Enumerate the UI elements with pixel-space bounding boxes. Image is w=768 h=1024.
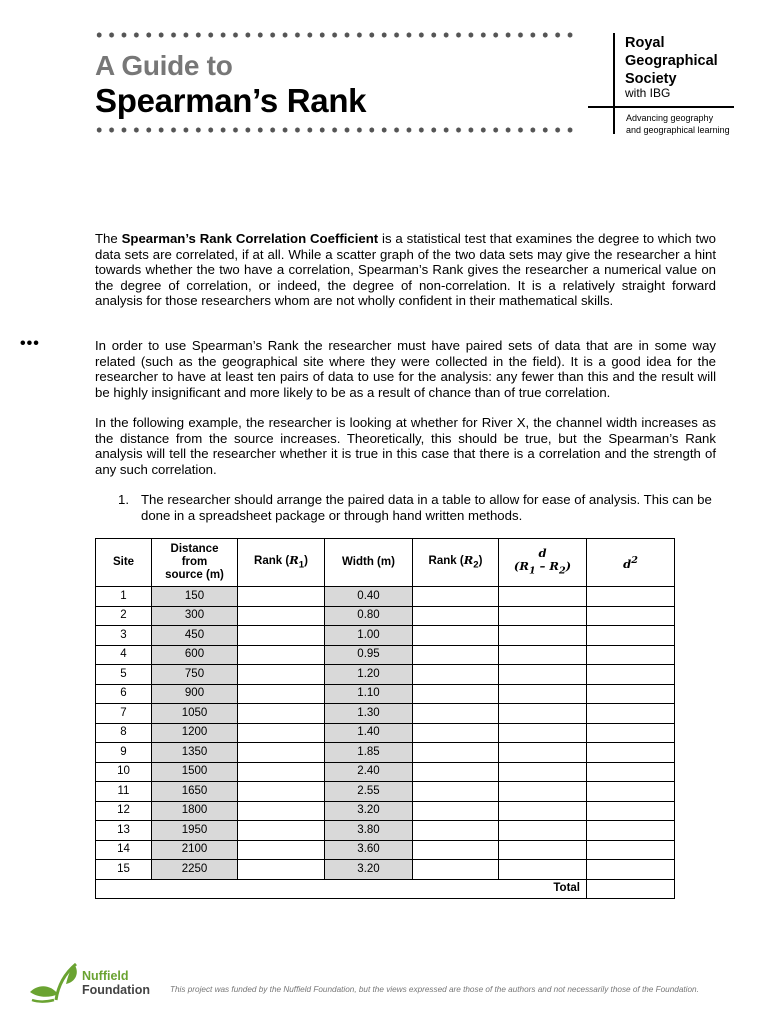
cell-rank-r1 <box>238 606 325 626</box>
cell-d <box>499 821 587 841</box>
cell-site: 1 <box>96 587 152 607</box>
cell-width: 2.40 <box>325 762 413 782</box>
cell-width: 2.55 <box>325 782 413 802</box>
math-var: R <box>549 559 559 574</box>
cell-distance: 900 <box>152 684 238 704</box>
table-row <box>96 743 675 763</box>
cell-width: 1.20 <box>325 665 413 685</box>
nuffield-foundation-logo <box>82 970 150 997</box>
cell-distance: 1500 <box>152 762 238 782</box>
logo-horizontal-line <box>588 106 734 108</box>
cell-distance: 1200 <box>152 723 238 743</box>
cell-d-squared <box>587 645 675 665</box>
table-row <box>96 645 675 665</box>
header-site: Site <box>96 539 152 587</box>
cell-rank-r2 <box>413 587 499 607</box>
header-rank-r2 <box>413 539 499 587</box>
cell-d <box>499 645 587 665</box>
math-sub: 1 <box>528 565 536 577</box>
header-text: ) <box>304 554 308 567</box>
foundation-word: Foundation <box>82 982 151 997</box>
cell-distance: 1950 <box>152 821 238 841</box>
cell-width: 3.20 <box>325 860 413 880</box>
header-distance <box>152 539 238 587</box>
cell-distance: 300 <box>152 606 238 626</box>
cell-site: 13 <box>96 821 152 841</box>
math-var: R <box>289 552 299 567</box>
cell-distance: 1650 <box>152 782 238 802</box>
cell-rank-r1 <box>238 704 325 724</box>
cell-distance: 750 <box>152 665 238 685</box>
cell-d-squared <box>587 684 675 704</box>
cell-distance: 1350 <box>152 743 238 763</box>
logo-name-line: Royal <box>625 35 665 51</box>
cell-rank-r2 <box>413 801 499 821</box>
math-var: R <box>519 559 529 574</box>
dotted-rule-bottom <box>93 126 575 134</box>
cell-width: 3.60 <box>325 840 413 860</box>
intro-paragraph-2: In order to use Spearman’s Rank the researcher must have paired sets of data that are in some way related (such as the geographical site where they were collected in the field). It is a good idea for the researcher to have at least ten pairs of data to use for the analysis: any fewer than this and the result will be highly insignificant and more likely to be as a result of chance than of true correlation. <box>95 338 716 400</box>
table-row <box>96 684 675 704</box>
cell-d-squared <box>587 782 675 802</box>
cell-d <box>499 587 587 607</box>
header-width: Width (m) <box>325 539 413 587</box>
logo-tagline-line: Advancing geography <box>626 113 714 123</box>
cell-site: 3 <box>96 626 152 646</box>
cell-rank-r2 <box>413 860 499 880</box>
cell-rank-r2 <box>413 821 499 841</box>
logo-name-line: Geographical <box>625 53 718 69</box>
cell-rank-r1 <box>238 645 325 665</box>
cell-rank-r2 <box>413 782 499 802</box>
cell-rank-r2 <box>413 704 499 724</box>
cell-rank-r1 <box>238 801 325 821</box>
cell-site: 11 <box>96 782 152 802</box>
cell-width: 1.30 <box>325 704 413 724</box>
logo-with-ibg: with IBG <box>625 86 671 100</box>
logo-name-line: Society <box>625 71 677 87</box>
cell-site: 4 <box>96 645 152 665</box>
logo-tagline <box>626 113 730 136</box>
math-var: R <box>463 552 474 567</box>
cell-rank-r1 <box>238 587 325 607</box>
math-sub: 2 <box>558 565 566 577</box>
cell-rank-r2 <box>413 626 499 646</box>
cell-width: 1.10 <box>325 684 413 704</box>
total-label: Total <box>96 879 587 899</box>
table-body <box>96 587 675 880</box>
step-number: 1. <box>118 492 129 507</box>
math-minus: – <box>535 559 550 574</box>
logo-name <box>625 34 718 88</box>
cell-d <box>499 801 587 821</box>
cell-width: 0.80 <box>325 606 413 626</box>
cell-rank-r2 <box>413 684 499 704</box>
step-text: The researcher should arrange the paired data in a table to allow for ease of analysis. This can be done in a spreadsheet package or through hand written methods. <box>141 492 712 523</box>
cell-d-squared <box>587 821 675 841</box>
table-row <box>96 704 675 724</box>
cell-distance: 1800 <box>152 801 238 821</box>
bold-term: Spearman’s Rank Correlation Coefficient <box>121 231 379 246</box>
cell-rank-r1 <box>238 626 325 646</box>
cell-rank-r2 <box>413 645 499 665</box>
cell-d-squared <box>587 860 675 880</box>
page-title: Spearman’s Rank <box>95 82 367 119</box>
cell-d-squared <box>587 704 675 724</box>
intro-paragraph-1 <box>95 231 716 309</box>
cell-d-squared <box>587 606 675 626</box>
cell-site: 6 <box>96 684 152 704</box>
header-d-expression <box>499 560 586 577</box>
header-rank-r1 <box>238 539 325 587</box>
cell-d-squared <box>587 587 675 607</box>
cell-site: 14 <box>96 840 152 860</box>
cell-distance: 600 <box>152 645 238 665</box>
cell-d-squared <box>587 665 675 685</box>
nuffield-word: Nuffield <box>82 969 129 983</box>
cell-d <box>499 684 587 704</box>
cell-rank-r1 <box>238 821 325 841</box>
math-paren: ( <box>513 559 520 574</box>
cell-distance: 1050 <box>152 704 238 724</box>
cell-d <box>499 782 587 802</box>
page-subtitle: A Guide to <box>95 50 233 81</box>
header-line: source (m) <box>165 569 224 581</box>
cell-site: 10 <box>96 762 152 782</box>
cell-width: 1.85 <box>325 743 413 763</box>
cell-rank-r2 <box>413 606 499 626</box>
cell-d-squared <box>587 743 675 763</box>
math-var: d <box>538 546 547 561</box>
table-row <box>96 801 675 821</box>
table-row <box>96 587 675 607</box>
cell-site: 2 <box>96 606 152 626</box>
side-ellipsis-marker: ••• <box>20 335 40 352</box>
table-row <box>96 840 675 860</box>
table-row <box>96 782 675 802</box>
table-row <box>96 606 675 626</box>
cell-rank-r1 <box>238 665 325 685</box>
math-var: d <box>623 556 632 571</box>
cell-d <box>499 840 587 860</box>
cell-d-squared <box>587 723 675 743</box>
cell-rank-r1 <box>238 723 325 743</box>
cell-d-squared <box>587 626 675 646</box>
cell-site: 12 <box>96 801 152 821</box>
table-row <box>96 626 675 646</box>
cell-d <box>499 762 587 782</box>
header-text: ) <box>478 554 483 567</box>
cell-rank-r1 <box>238 762 325 782</box>
cell-d-squared <box>587 801 675 821</box>
dotted-rule-top <box>93 31 575 39</box>
cell-rank-r2 <box>413 723 499 743</box>
table-row <box>96 723 675 743</box>
cell-d <box>499 860 587 880</box>
math-sup: 2 <box>631 554 638 566</box>
cell-d <box>499 606 587 626</box>
header-text: Rank ( <box>254 554 290 567</box>
header-d <box>499 539 587 587</box>
cell-rank-r1 <box>238 782 325 802</box>
math-sub: 1 <box>298 559 305 571</box>
total-row <box>96 879 675 899</box>
cell-site: 7 <box>96 704 152 724</box>
cell-rank-r1 <box>238 684 325 704</box>
header-line: Distance <box>170 543 219 555</box>
table-header-row <box>96 539 675 587</box>
nuffield-leaf-icon <box>28 960 84 1004</box>
cell-width: 0.40 <box>325 587 413 607</box>
cell-rank-r2 <box>413 743 499 763</box>
math-sub: 2 <box>473 559 479 571</box>
cell-distance: 150 <box>152 587 238 607</box>
cell-site: 5 <box>96 665 152 685</box>
intro-paragraph-3: In the following example, the researcher is looking at whether for River X, the channel width increases as the distance from the source increases. Theoretically, this should be true, but the Spearman’s Rank analysis will tell the researcher whether it is true in this case that there is a correlation and the strength of any such correlation. <box>95 415 716 477</box>
math-paren: ) <box>565 559 572 574</box>
table-row <box>96 860 675 880</box>
data-table <box>95 538 675 899</box>
cell-d <box>499 626 587 646</box>
header-text: Rank ( <box>428 554 464 567</box>
cell-width: 3.20 <box>325 801 413 821</box>
cell-d-squared <box>587 762 675 782</box>
cell-d <box>499 704 587 724</box>
cell-rank-r1 <box>238 860 325 880</box>
table-row <box>96 665 675 685</box>
cell-width: 1.40 <box>325 723 413 743</box>
text-run: is a statistical test that examines the degree to which two data sets are correlated, if at all. While a scatter graph of the two data sets may give the researcher a hint towards whether the two have a correlation, Spearman’s Rank gives the researcher a numerical value on the degree of correlation, or indeed, the degree of non-correlation. It is a relatively straight forward analysis for those researchers whom are not wholly confident in their mathematical skills. <box>95 231 717 309</box>
logo-tagline-line: and geographical learning <box>626 124 730 135</box>
cell-rank-r2 <box>413 840 499 860</box>
cell-site: 15 <box>96 860 152 880</box>
cell-rank-r1 <box>238 743 325 763</box>
cell-width: 3.80 <box>325 821 413 841</box>
cell-d <box>499 665 587 685</box>
total-value-cell <box>587 879 675 899</box>
table-row <box>96 821 675 841</box>
cell-site: 8 <box>96 723 152 743</box>
cell-width: 1.00 <box>325 626 413 646</box>
cell-rank-r2 <box>413 762 499 782</box>
cell-rank-r2 <box>413 665 499 685</box>
table-row <box>96 762 675 782</box>
cell-distance: 2250 <box>152 860 238 880</box>
text-run: The <box>95 231 122 246</box>
cell-d <box>499 723 587 743</box>
cell-distance: 2100 <box>152 840 238 860</box>
cell-distance: 450 <box>152 626 238 646</box>
funding-disclaimer: This project was funded by the Nuffield Foundation, but the views expressed are those of the authors and not necessarily those of the Foundation. <box>170 985 699 994</box>
logo-vertical-line <box>613 33 615 134</box>
header-d-squared <box>587 539 675 587</box>
cell-d <box>499 743 587 763</box>
cell-d-squared <box>587 840 675 860</box>
cell-width: 0.95 <box>325 645 413 665</box>
cell-rank-r1 <box>238 840 325 860</box>
cell-site: 9 <box>96 743 152 763</box>
header-line: from <box>181 556 208 568</box>
